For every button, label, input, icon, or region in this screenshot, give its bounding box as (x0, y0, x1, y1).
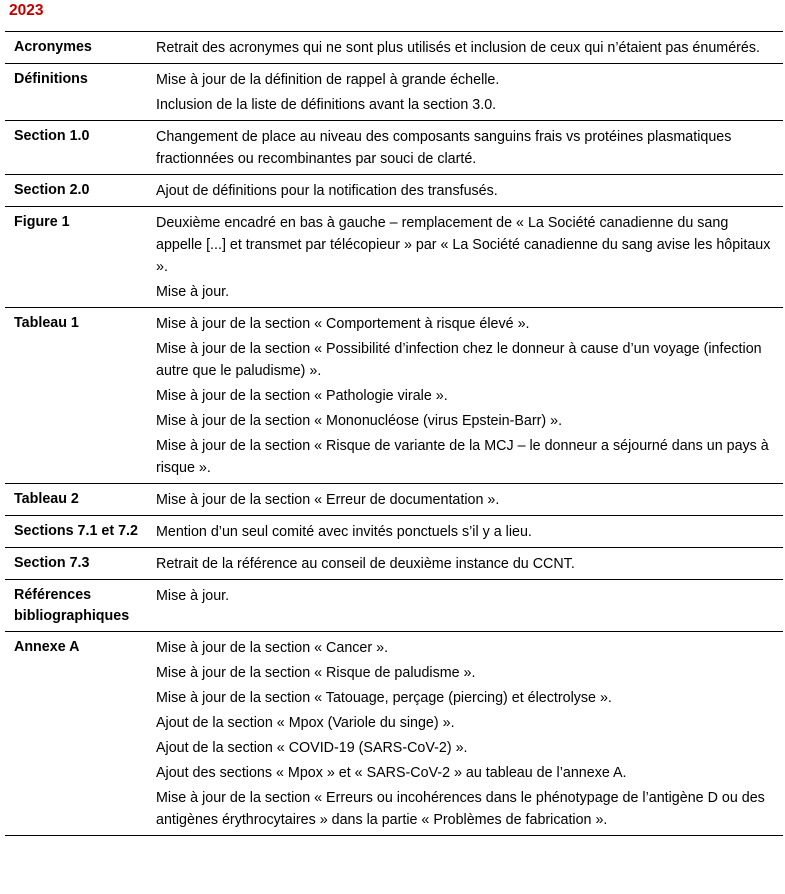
description-item: Changement de place au niveau des composants sanguins frais vs protéines plasmatiques fractionnées ou recombinantes par souci de clarté. (156, 129, 732, 167)
table-row (5, 207, 783, 308)
row-description (156, 548, 783, 580)
row-description (156, 516, 783, 548)
row-description (156, 207, 783, 308)
row-description (156, 121, 783, 175)
description-item: Mise à jour. (156, 284, 230, 300)
table-row (5, 308, 783, 484)
description-item: Mention d’un seul comité avec invités ponctuels s’il y a lieu. (156, 524, 532, 540)
row-description (156, 484, 783, 516)
row-label: Figure 1 (14, 214, 70, 230)
description-item: Mise à jour de la section « Tatouage, perçage (piercing) et électrolyse ». (156, 690, 612, 706)
row-description (156, 64, 783, 121)
row-label: Section 1.0 (14, 128, 90, 144)
description-item: Mise à jour de la section « Risque de variante de la MCJ – le donneur a séjourné dans un pays à risque ». (156, 438, 769, 476)
row-label: Tableau 1 (14, 315, 79, 331)
row-label: Annexe A (14, 639, 80, 655)
description-item: Mise à jour de la section « Mononucléose (virus Epstein-Barr) ». (156, 413, 563, 429)
row-label: Définitions (14, 71, 88, 87)
changes-table-body (5, 32, 783, 836)
table-row (5, 121, 783, 175)
description-item: Mise à jour de la section « Comportement à risque élevé ». (156, 316, 530, 332)
table-row (5, 548, 783, 580)
description-item: Ajout de la section « COVID-19 (SARS-CoV-2) ». (156, 740, 468, 756)
description-item: Ajout de définitions pour la notification des transfusés. (156, 183, 498, 199)
row-description (156, 175, 783, 207)
description-item: Mise à jour de la section « Erreur de documentation ». (156, 492, 500, 508)
description-item: Mise à jour de la section « Possibilité d’infection chez le donneur à cause d’un voyage (infection autre que le paludisme) ». (156, 341, 762, 379)
table-row (5, 64, 783, 121)
row-label: Section 7.3 (14, 555, 90, 571)
row-description (156, 632, 783, 836)
table-row (5, 32, 783, 64)
row-label: Section 2.0 (14, 182, 90, 198)
table-row (5, 632, 783, 836)
description-item: Mise à jour. (156, 588, 230, 604)
row-label: Sections 7.1 et 7.2 (14, 523, 138, 539)
description-item: Inclusion de la liste de définitions avant la section 3.0. (156, 97, 497, 113)
row-description (156, 308, 783, 484)
description-item: Ajout des sections « Mpox » et « SARS-CoV-2 » au tableau de l’annexe A. (156, 765, 627, 781)
year-heading: 2023 (9, 2, 44, 19)
description-item: Retrait de la référence au conseil de deuxième instance du CCNT. (156, 556, 575, 572)
row-label: Tableau 2 (14, 491, 79, 507)
description-item: Retrait des acronymes qui ne sont plus utilisés et inclusion de ceux qui n’étaient pas énumérés. (156, 40, 760, 56)
row-label: Acronymes (14, 39, 92, 55)
row-description (156, 32, 783, 64)
description-item: Mise à jour de la définition de rappel à grande échelle. (156, 72, 500, 88)
description-item: Mise à jour de la section « Risque de paludisme ». (156, 665, 476, 681)
table-row (5, 175, 783, 207)
changes-table (5, 31, 783, 836)
description-item: Ajout de la section « Mpox (Variole du singe) ». (156, 715, 455, 731)
table-row (5, 484, 783, 516)
table-row (5, 580, 783, 632)
row-label: Références bibliographiques (14, 587, 130, 624)
table-row (5, 516, 783, 548)
row-description (156, 580, 783, 632)
description-item: Mise à jour de la section « Erreurs ou incohérences dans le phénotypage de l’antigène D ou des antigènes érythrocytaires » dans la partie « Problèmes de fabrication ». (156, 790, 765, 828)
description-item: Mise à jour de la section « Pathologie virale ». (156, 388, 448, 404)
description-item: Deuxième encadré en bas à gauche – remplacement de « La Société canadienne du sang appelle [...] et transmet par télécopieur » par « La Société canadienne du sang avise les hôpitaux ». (156, 215, 771, 275)
description-item: Mise à jour de la section « Cancer ». (156, 640, 389, 656)
